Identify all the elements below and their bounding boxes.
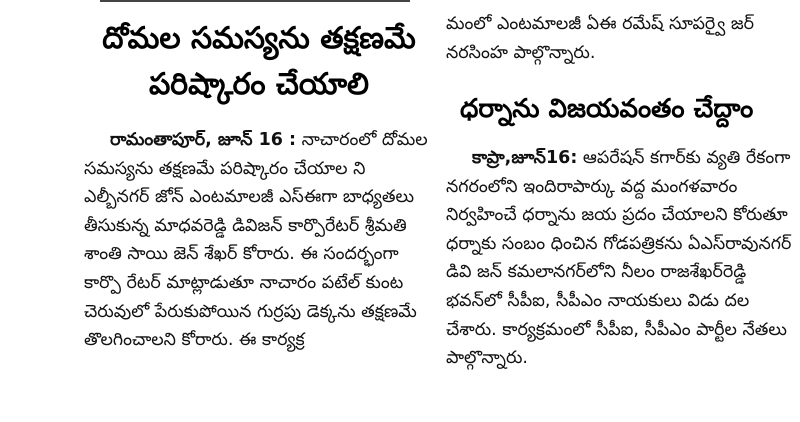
- left-headline-line1: దోమల సమస్యను తక్షణమే: [102, 21, 416, 56]
- right-continuation-text: మంలో ఎంటమాలజీ ఏఈ రమేష్ సూపర్వై జర్ నరసింహ పాల్గొన్నారు.: [446, 14, 755, 63]
- left-article-paragraph: [84, 126, 434, 355]
- left-article-text: నాచారంలో దోమల సమస్యను తక్షణమే పరిష్కారం చేయాల ని ఎల్బీనగర్ జోన్ ఎంటమాలజీ ఎస్ఈగా బాధ్యతలు తీసుకున్న మాధవరెడ్డి డివిజన్ కార్పొరేటర్ శ్రీమతి శాంతి సాయి జెన్ శేఖర్ కోరారు. ఈ సందర్భంగా కార్పొ రేటర్ మాట్లాడుతూ నాచారం పటేల్ కుంట చెరువులో పేరుకుపోయిన గుర్రపు డెక్కను తక్షణమే తొలగించాలని కోరారు. ఈ కార్యక్ర: [84, 130, 428, 351]
- right-article-paragraph: [446, 144, 800, 373]
- left-article-body: [84, 126, 434, 355]
- right-article-body: [446, 144, 800, 373]
- right-article-dateline: కాప్రా,జూన్16:: [472, 148, 578, 168]
- left-headline-line2: పరిష్కారం చేయాలి: [148, 67, 370, 102]
- right-article-text: ఆపరేషన్ కగార్‌కు వ్యతి రేకంగా నగరంలోని ఇందిరాపార్కు వద్ద మంగళవారం నిర్వహించే ధర్నాను జయ ప్రదం చేయాలని కోరుతూ ధర్నాకు సంబం ధించిన గోడపత్రికను ఏఎస్‌రావునగర్ డివి జన్ కమలానగర్‌లోని నీలం రాజశేఖర్‌రెడ్డి భవన్‌లో సీపీఐ, సీపీఎం నాయకులు విడు దల చేశారు. కార్యక్రమంలో సీపీఐ, సీపీఎం పార్టీల నేతలు పాల్గొన్నారు.: [446, 148, 792, 369]
- left-article-headline: [84, 16, 434, 108]
- left-article-dateline: రామంతాపూర్, జూన్ 16 :: [110, 130, 297, 150]
- right-article-headline: ధర్నాను విజయవంతం చేద్దాం: [460, 94, 754, 124]
- top-rule: [100, 0, 410, 2]
